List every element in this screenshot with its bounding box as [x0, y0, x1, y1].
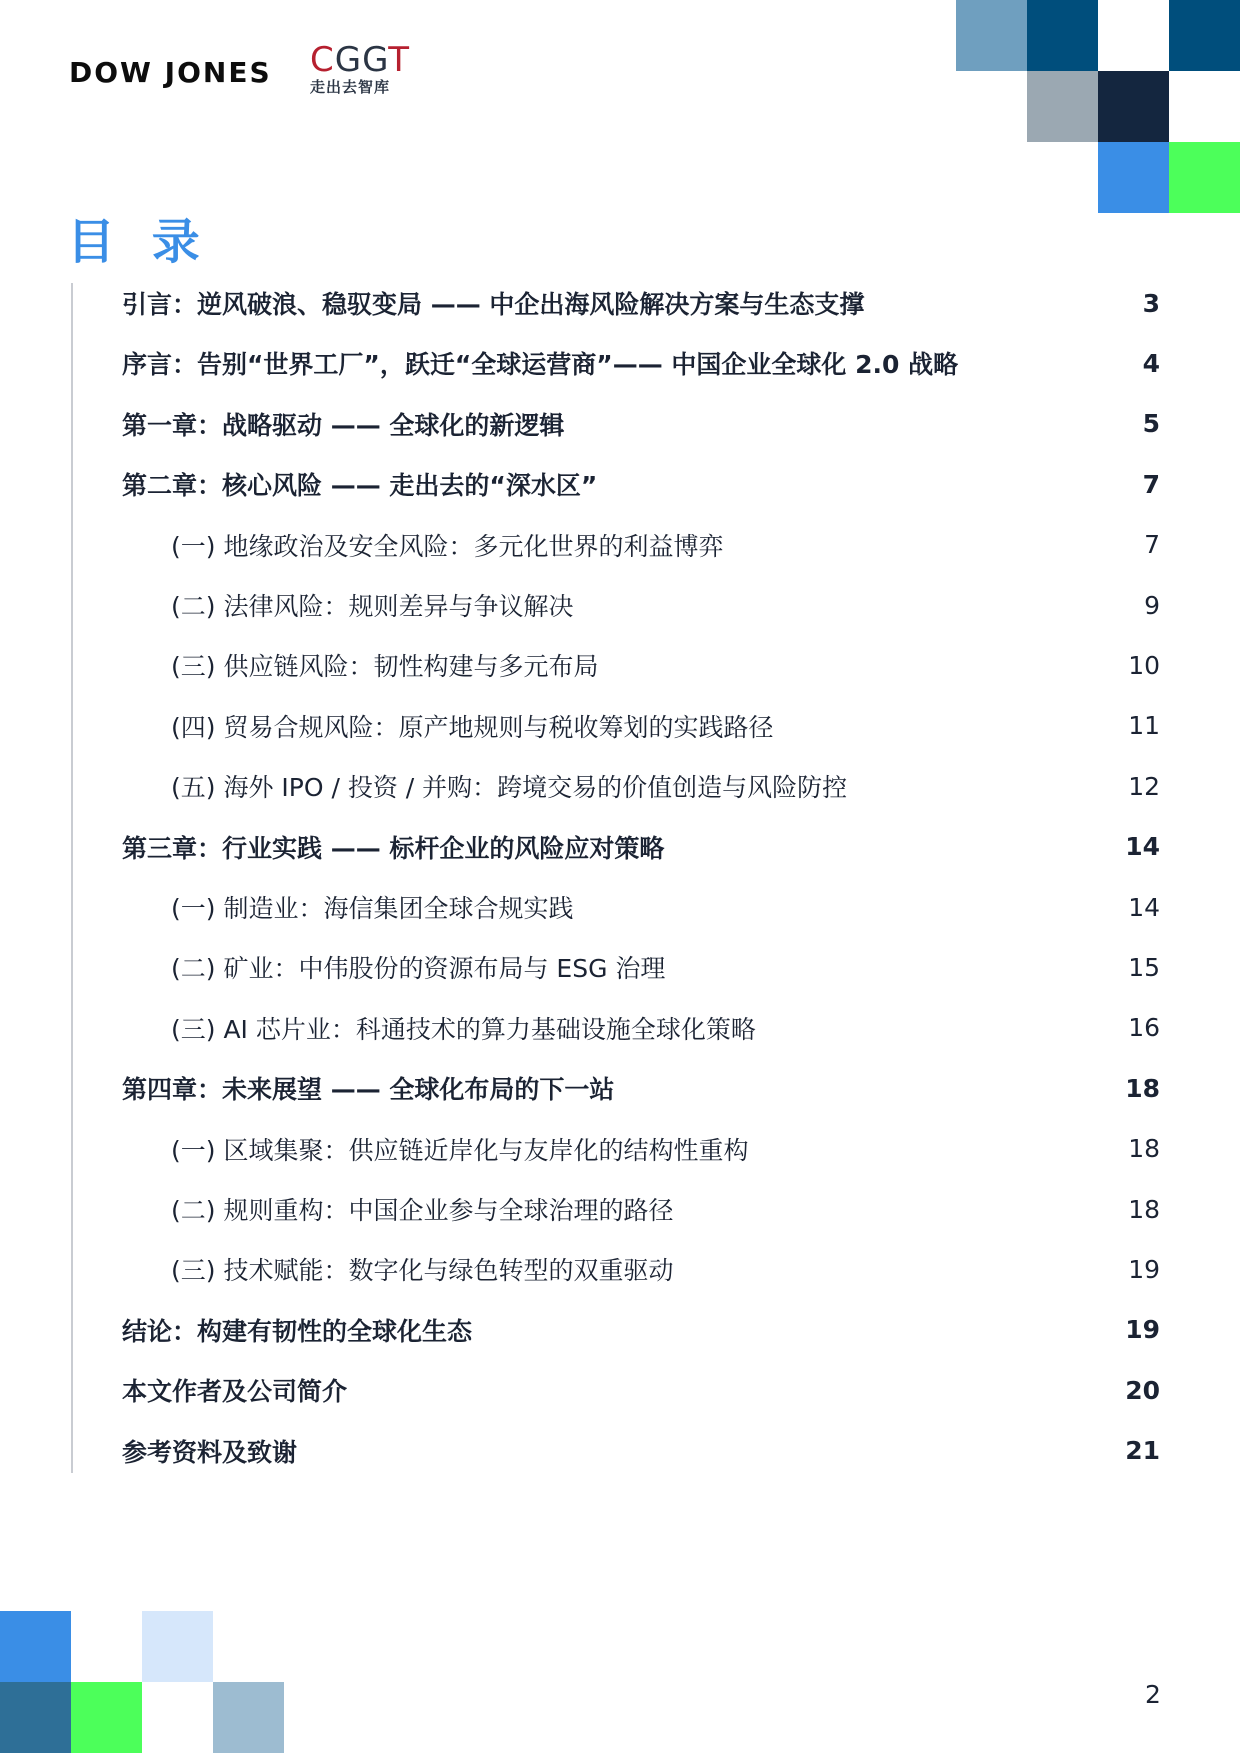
deco-square — [1169, 0, 1240, 71]
toc-entry-page: 5 — [1142, 409, 1160, 439]
toc-entry-page: 15 — [1128, 952, 1160, 982]
toc-entry-label: 结论：构建有韧性的全球化生态 — [122, 1316, 473, 1346]
toc-entry-page: 11 — [1128, 711, 1160, 741]
toc-entry[interactable] — [171, 515, 1160, 575]
toc-entry-label: (二) 矿业：中伟股份的资源布局与 ESG 治理 — [171, 954, 666, 984]
toc-entry-label: (一) 区域集聚：供应链近岸化与友岸化的结构性重构 — [171, 1135, 749, 1165]
toc-entry-label: (三) 技术赋能：数字化与绿色转型的双重驱动 — [171, 1256, 674, 1286]
deco-square — [1169, 142, 1240, 213]
deco-square — [1098, 71, 1169, 142]
toc-entry-label: 本文作者及公司简介 — [122, 1377, 348, 1407]
toc-entry-page: 7 — [1142, 469, 1160, 499]
toc-entry-label: 引言：逆风破浪、稳驭变局 —— 中企出海风险解决方案与生态支撑 — [122, 290, 865, 319]
toc-entry[interactable] — [171, 1239, 1160, 1299]
toc-entry[interactable] — [171, 756, 1160, 816]
toc-entry[interactable] — [171, 575, 1160, 635]
toc-entry-page: 20 — [1125, 1375, 1160, 1405]
toc-entry-page: 12 — [1128, 771, 1160, 801]
toc-entry-page: 19 — [1125, 1315, 1160, 1345]
toc-entry[interactable] — [171, 998, 1160, 1058]
toc-entry[interactable] — [171, 635, 1160, 695]
toc-entry-page: 14 — [1125, 832, 1160, 862]
toc-entry-label: (三) 供应链风险：韧性构建与多元布局 — [171, 652, 599, 682]
toc-divider — [71, 283, 73, 1473]
toc-entry[interactable] — [171, 877, 1160, 937]
toc-entry-label: 参考资料及致谢 — [122, 1437, 298, 1467]
toc-entry[interactable] — [171, 1119, 1160, 1179]
toc-entry-label: 序言：告别“世界工厂”，跃迁“全球运营商”—— 中国企业全球化 2.0 战略 — [122, 350, 959, 380]
toc-entry-label: (一) 制造业：海信集团全球合规实践 — [171, 894, 574, 923]
toc-entry[interactable] — [122, 333, 1160, 393]
deco-square — [142, 1611, 213, 1682]
deco-square — [1027, 0, 1098, 71]
toc-entry-label: (三) AI 芯片业：科通技术的算力基础设施全球化策略 — [171, 1014, 756, 1044]
deco-square — [956, 0, 1027, 71]
cggt-logo — [310, 42, 410, 96]
toc-entry-page: 18 — [1125, 1073, 1160, 1103]
toc-entry-page: 18 — [1128, 1134, 1160, 1164]
toc-entry[interactable] — [122, 454, 1160, 514]
toc-entry-label: (一) 地缘政治及安全风险：多元化世界的利益博弈 — [171, 531, 724, 561]
toc-entry-page: 3 — [1142, 288, 1160, 318]
dow-jones-logo: DOW JONES — [69, 56, 272, 89]
toc-entry-page: 16 — [1128, 1013, 1160, 1043]
toc-entry[interactable] — [171, 1179, 1160, 1239]
toc-entry-page: 10 — [1128, 650, 1160, 680]
toc-entry-page: 21 — [1125, 1436, 1160, 1466]
toc-entry-page: 19 — [1128, 1254, 1160, 1284]
toc-entry[interactable] — [171, 937, 1160, 997]
toc-entry[interactable] — [122, 817, 1160, 877]
toc-entry[interactable] — [122, 1058, 1160, 1118]
deco-square — [71, 1682, 142, 1753]
cggt-logo-subtitle: 走出去智库 — [310, 78, 391, 96]
deco-square — [1098, 142, 1169, 213]
toc-entry-label: 第三章：行业实践 —— 标杆企业的风险应对策略 — [122, 833, 665, 863]
deco-square — [0, 1682, 71, 1753]
page-number: 2 — [1145, 1680, 1161, 1709]
deco-square — [213, 1682, 284, 1753]
deco-square — [1027, 71, 1098, 142]
toc-entry-page: 9 — [1144, 590, 1160, 620]
toc-entry-label: (五) 海外 IPO / 投资 / 并购：跨境交易的价值创造与风险防控 — [171, 773, 848, 803]
toc-entry-label: 第二章：核心风险 —— 走出去的“深水区” — [122, 471, 598, 501]
toc-entry-label: (二) 规则重构：中国企业参与全球治理的路径 — [171, 1196, 674, 1225]
toc-entry[interactable] — [122, 1360, 1160, 1420]
toc-entry[interactable] — [122, 1300, 1160, 1360]
toc-entry[interactable] — [171, 696, 1160, 756]
toc-entry-label: 第四章：未来展望 —— 全球化布局的下一站 — [122, 1075, 615, 1105]
page-title: 目 录 — [67, 214, 210, 270]
toc-entry-label: 第一章：战略驱动 —— 全球化的新逻辑 — [122, 410, 565, 440]
cggt-logo-word: CGGT — [310, 40, 411, 80]
deco-square — [0, 1611, 71, 1682]
toc-entry[interactable] — [122, 273, 1160, 333]
toc-entry-page: 4 — [1142, 348, 1160, 378]
toc-entry[interactable] — [122, 1421, 1160, 1481]
toc-entry-label: (二) 法律风险：规则差异与争议解决 — [171, 592, 574, 621]
toc-entry-page: 7 — [1144, 530, 1160, 560]
toc-entry[interactable] — [122, 394, 1160, 454]
toc-entry-page: 18 — [1128, 1194, 1160, 1224]
toc-entry-label: (四) 贸易合规风险：原产地规则与税收筹划的实践路径 — [171, 712, 774, 742]
toc-entry-page: 14 — [1128, 892, 1160, 922]
